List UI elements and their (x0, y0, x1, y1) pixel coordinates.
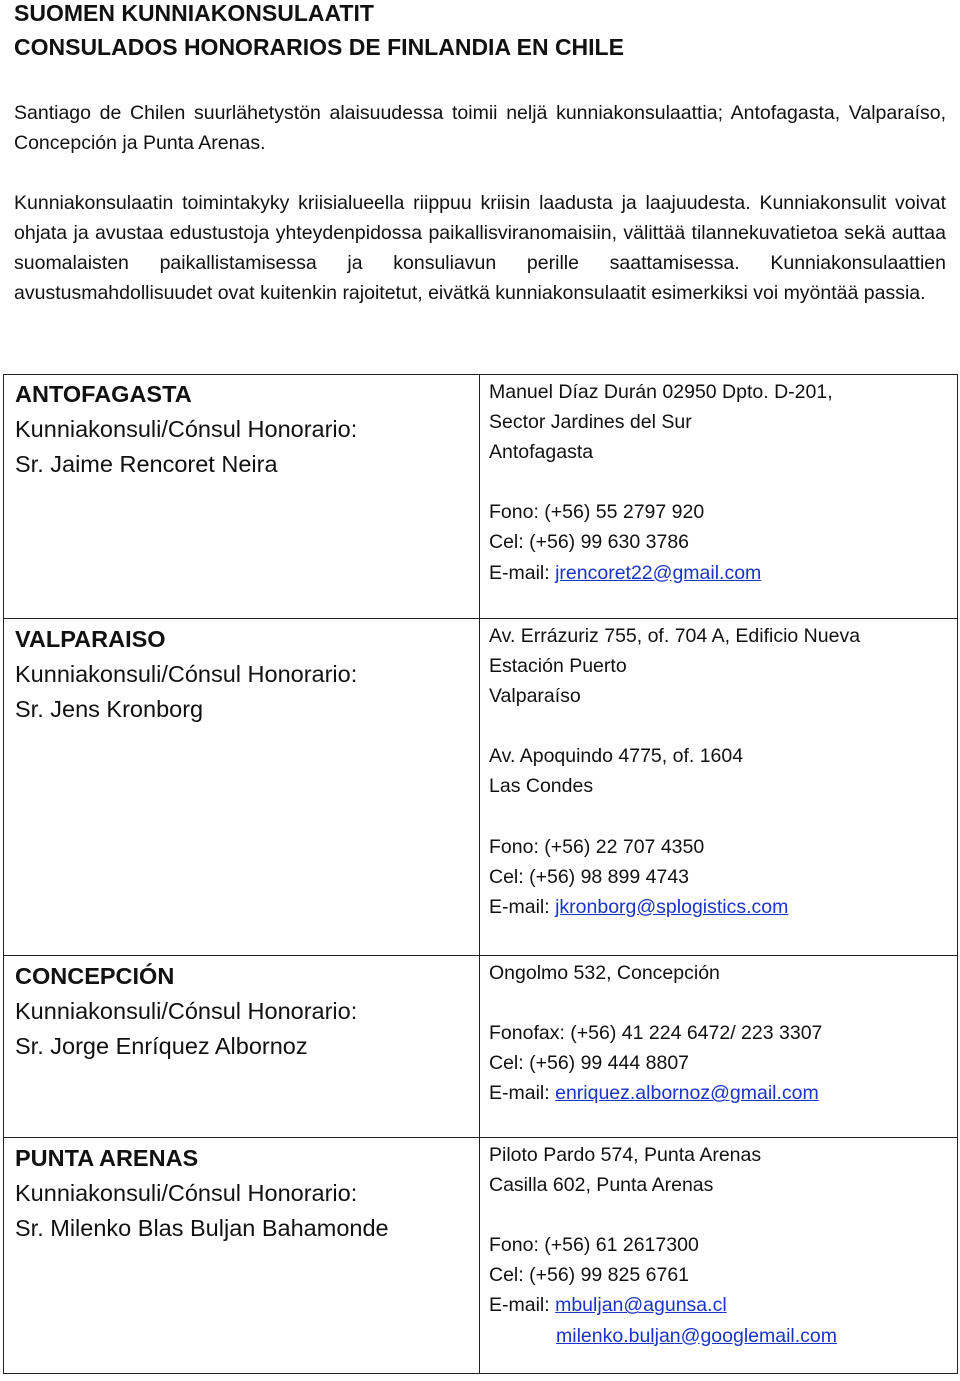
address-line: Valparaíso (489, 685, 581, 708)
row-divider (4, 618, 957, 619)
consul-name: Sr. Jaime Rencoret Neira (15, 451, 278, 477)
email-link[interactable]: mbuljan@agunsa.cl (555, 1294, 727, 1317)
city-name: ANTOFAGASTA (15, 381, 192, 407)
address-line: Ongolmo 532, Concepción (489, 962, 720, 984)
email-link[interactable]: enriquez.albornoz@gmail.com (555, 1082, 819, 1105)
address-line: Piloto Pardo 574, Punta Arenas (489, 1144, 762, 1166)
consulate-punta-arenas-info (15, 1141, 465, 1246)
phone-number: Fono: (+56) 55 2797 920 (489, 501, 705, 524)
address-line: Av. Errázuriz 755, of. 704 A, Edificio Nueva (489, 625, 861, 647)
email-label: E-mail: (489, 1082, 556, 1105)
email-line (489, 558, 949, 588)
address-line: Manuel Díaz Durán 02950 Dpto. D-201, (489, 381, 833, 403)
email-line (489, 1290, 949, 1320)
address-line: Sector Jardines del Sur (489, 411, 692, 434)
email-link[interactable]: jrencoret22@gmail.com (555, 561, 762, 584)
consul-role: Kunniakonsuli/Cónsul Honorario: (15, 661, 358, 687)
consul-name: Sr. Jorge Enríquez Albornoz (15, 1033, 308, 1059)
consul-name: Sr. Milenko Blas Buljan Bahamonde (15, 1215, 389, 1241)
city-name: VALPARAISO (15, 626, 166, 652)
address-line: Estación Puerto (489, 655, 627, 678)
consul-role: Kunniakonsuli/Cónsul Honorario: (15, 416, 358, 442)
consulate-concepcion-info (15, 959, 465, 1064)
row-divider (4, 1137, 957, 1138)
address-line: Las Condes (489, 775, 594, 798)
phone-number: Fonofax: (+56) 41 224 6472/ 223 3307 (489, 1022, 823, 1045)
email-label: E-mail: (489, 561, 556, 584)
consulate-valparaiso-contact (489, 621, 949, 922)
address-line: Av. Apoquindo 4775, of. 1604 (489, 745, 744, 768)
email-line (489, 1078, 949, 1108)
consul-role: Kunniakonsuli/Cónsul Honorario: (15, 998, 358, 1024)
email-link-secondary[interactable]: milenko.buljan@googlemail.com (556, 1324, 838, 1347)
consul-role: Kunniakonsuli/Cónsul Honorario: (15, 1180, 358, 1206)
consulate-valparaiso-info (15, 622, 465, 727)
email-line-secondary (489, 1321, 949, 1351)
column-divider (479, 375, 480, 1373)
intro-paragraph-2: Kunniakonsulaatin toimintakyky kriisialueella riippuu kriisin laadusta ja laajuudesta. Kunniakonsulit voivat ohjata ja avustaa edustustoja yhteydenpidossa paikallisviranomaisiin, välittää tilannekuvatietoa sekä auttaa suomalaisten paikallistamisessa ja konsuliavun perille saattamisessa. Kunniakonsulaattien avustusmahdollisuudet ovat kuitenkin rajoitetut, eivätkä kunniakonsulaatit esimerkiksi voi myöntää passia. (14, 192, 946, 304)
city-name: PUNTA ARENAS (15, 1145, 199, 1171)
phone-number: Fono: (+56) 22 707 4350 (489, 835, 705, 858)
cell-number: Cel: (+56) 98 899 4743 (489, 865, 690, 888)
cell-number: Cel: (+56) 99 630 3786 (489, 531, 690, 554)
email-label: E-mail: (489, 1294, 556, 1317)
cell-number: Cel: (+56) 99 444 8807 (489, 1052, 690, 1075)
title-spanish: CONSULADOS HONORARIOS DE FINLANDIA EN CHILE (14, 34, 624, 60)
consulate-punta-arenas-contact (489, 1140, 949, 1351)
consul-name: Sr. Jens Kronborg (15, 696, 204, 722)
cell-number: Cel: (+56) 99 825 6761 (489, 1264, 690, 1287)
address-line: Antofagasta (489, 441, 594, 464)
title-finnish: SUOMEN KUNNIAKONSULAATIT (14, 0, 374, 26)
address-line: Casilla 602, Punta Arenas (489, 1174, 714, 1197)
consulate-antofagasta-contact (489, 377, 949, 588)
email-line (489, 892, 949, 922)
consulate-concepcion-contact (489, 958, 949, 1108)
phone-number: Fono: (+56) 61 2617300 (489, 1234, 699, 1257)
email-link[interactable]: jkronborg@splogistics.com (555, 895, 789, 918)
consulates-table (3, 374, 958, 1374)
consulate-antofagasta-info (15, 377, 465, 482)
email-label: E-mail: (489, 895, 556, 918)
intro-paragraph-1: Santiago de Chilen suurlähetystön alaisuudessa toimii neljä kunniakonsulaattia; Antofagasta, Valparaíso, Concepción ja Punta Arenas. (14, 102, 946, 154)
city-name: CONCEPCIÓN (15, 963, 175, 989)
row-divider (4, 955, 957, 956)
